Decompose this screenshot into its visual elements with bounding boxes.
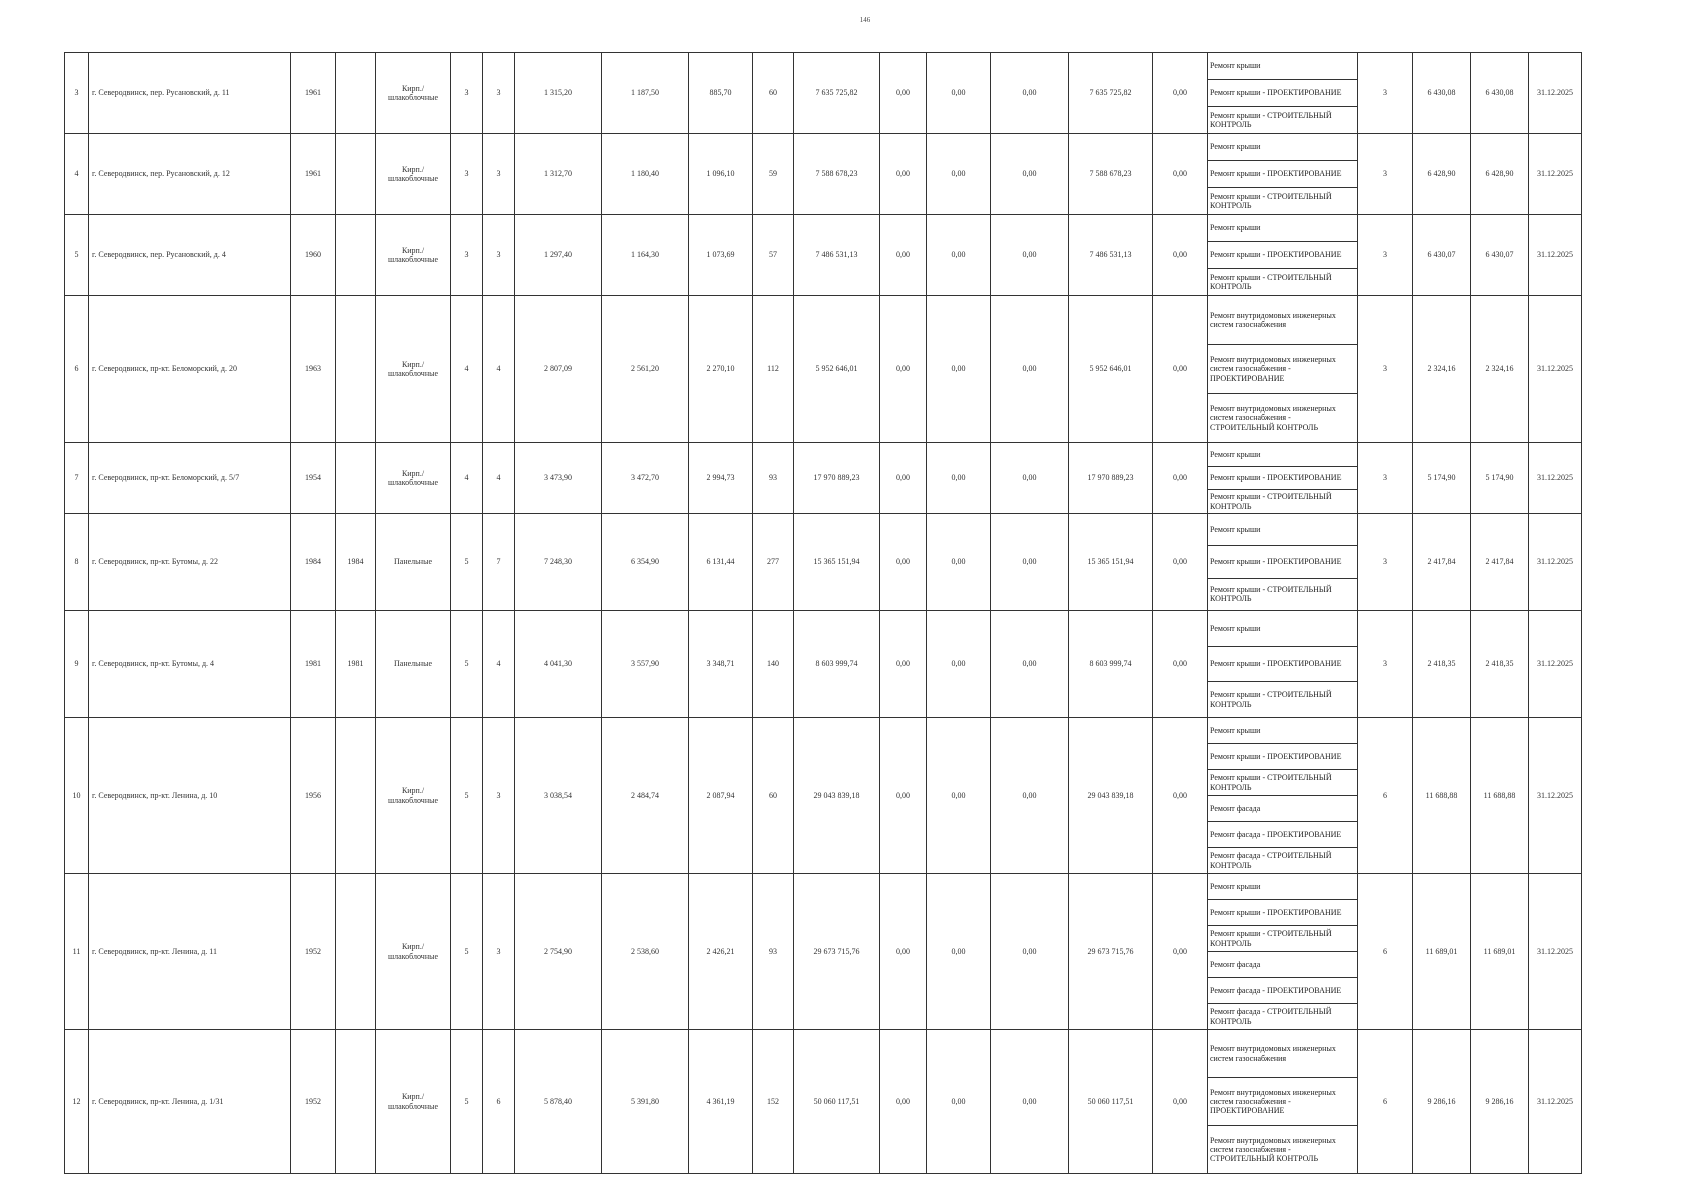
year-commissioned-cell xyxy=(336,443,376,514)
fund-local-cell: 0,00 xyxy=(991,874,1069,1030)
fund-other-cell: 0,00 xyxy=(1153,611,1208,718)
cost-limit-cell: 2 418,35 xyxy=(1471,611,1529,718)
residents-cell: 59 xyxy=(753,134,794,215)
row-number-cell: 5 xyxy=(65,215,89,296)
table-row xyxy=(65,718,1582,874)
work-item: Ремонт внутридомовых инженерных систем газоснабжения - ПРОЕКТИРОВАНИЕ xyxy=(1208,1078,1357,1126)
area-total-cell: 7 248,30 xyxy=(515,514,602,611)
work-item: Ремонт фасада xyxy=(1208,796,1357,822)
address-cell: г. Северодвинск, пр-кт. Ленина, д. 11 xyxy=(89,874,291,1030)
cost-limit-cell: 6 428,90 xyxy=(1471,134,1529,215)
deadline-cell: 31.12.2025 xyxy=(1529,1030,1582,1174)
address-cell: г. Северодвинск, пер. Русановский, д. 4 xyxy=(89,215,291,296)
floors-cell: 5 xyxy=(451,514,483,611)
entrances-cell: 4 xyxy=(483,611,515,718)
cost-total-cell: 50 060 117,51 xyxy=(794,1030,880,1174)
area-owned-cell: 1 096,10 xyxy=(689,134,753,215)
cost-total-cell: 8 603 999,74 xyxy=(794,611,880,718)
area-owned-cell: 1 073,69 xyxy=(689,215,753,296)
wall-material-cell: Кирп./ шлакоблочные xyxy=(376,215,451,296)
works-count-cell: 6 xyxy=(1358,874,1413,1030)
deadline-cell: 31.12.2025 xyxy=(1529,514,1582,611)
table-row xyxy=(65,874,1582,1030)
year-built-cell: 1981 xyxy=(291,611,336,718)
entrances-cell: 3 xyxy=(483,215,515,296)
fund-local-cell: 0,00 xyxy=(991,514,1069,611)
fund-owners-cell: 8 603 999,74 xyxy=(1069,611,1153,718)
works-cell xyxy=(1208,53,1358,134)
address-cell: г. Северодвинск, пр-кт. Ленина, д. 1/31 xyxy=(89,1030,291,1174)
address-cell: г. Северодвинск, пер. Русановский, д. 11 xyxy=(89,53,291,134)
row-number-cell: 8 xyxy=(65,514,89,611)
work-item: Ремонт крыши - ПРОЕКТИРОВАНИЕ xyxy=(1208,242,1357,269)
address-cell: г. Северодвинск, пр-кт. Ленина, д. 10 xyxy=(89,718,291,874)
cost-total-cell: 5 952 646,01 xyxy=(794,296,880,443)
works-cell xyxy=(1208,443,1358,514)
fund-regional-cell: 0,00 xyxy=(927,611,991,718)
entrances-cell: 3 xyxy=(483,53,515,134)
area-living-cell: 2 561,20 xyxy=(602,296,689,443)
year-built-cell: 1961 xyxy=(291,134,336,215)
area-living-cell: 1 164,30 xyxy=(602,215,689,296)
fund-local-cell: 0,00 xyxy=(991,296,1069,443)
work-item: Ремонт крыши xyxy=(1208,134,1357,161)
fund-local-cell: 0,00 xyxy=(991,443,1069,514)
area-owned-cell: 3 348,71 xyxy=(689,611,753,718)
entrances-cell: 7 xyxy=(483,514,515,611)
year-commissioned-cell xyxy=(336,1030,376,1174)
residents-cell: 277 xyxy=(753,514,794,611)
entrances-cell: 4 xyxy=(483,296,515,443)
works-count-cell: 3 xyxy=(1358,514,1413,611)
work-item: Ремонт крыши - ПРОЕКТИРОВАНИЕ xyxy=(1208,80,1357,107)
fund-regional-cell: 0,00 xyxy=(927,296,991,443)
floors-cell: 5 xyxy=(451,718,483,874)
deadline-cell: 31.12.2025 xyxy=(1529,443,1582,514)
cost-limit-cell: 11 689,01 xyxy=(1471,874,1529,1030)
year-built-cell: 1984 xyxy=(291,514,336,611)
registry-table xyxy=(64,52,1582,1174)
address-cell: г. Северодвинск, пр-кт. Беломорский, д. 5/7 xyxy=(89,443,291,514)
cost-limit-cell: 9 286,16 xyxy=(1471,1030,1529,1174)
work-item: Ремонт крыши xyxy=(1208,611,1357,647)
year-commissioned-cell: 1981 xyxy=(336,611,376,718)
residents-cell: 140 xyxy=(753,611,794,718)
cost-total-cell: 29 043 839,18 xyxy=(794,718,880,874)
works-cell xyxy=(1208,296,1358,443)
entrances-cell: 3 xyxy=(483,718,515,874)
area-owned-cell: 4 361,19 xyxy=(689,1030,753,1174)
deadline-cell: 31.12.2025 xyxy=(1529,215,1582,296)
fund-regional-cell: 0,00 xyxy=(927,53,991,134)
work-item: Ремонт крыши - СТРОИТЕЛЬНЫЙ КОНТРОЛЬ xyxy=(1210,585,1332,604)
fund-owners-cell: 7 588 678,23 xyxy=(1069,134,1153,215)
deadline-cell: 31.12.2025 xyxy=(1529,134,1582,215)
work-item: Ремонт крыши - ПРОЕКТИРОВАНИЕ xyxy=(1208,900,1357,926)
year-commissioned-cell xyxy=(336,215,376,296)
work-item: Ремонт крыши - СТРОИТЕЛЬНЫЙ КОНТРОЛЬ xyxy=(1208,926,1357,952)
fund-other-cell: 0,00 xyxy=(1153,514,1208,611)
cost-per-m2-cell: 5 174,90 xyxy=(1413,443,1471,514)
table-row xyxy=(65,611,1582,718)
floors-cell: 5 xyxy=(451,611,483,718)
year-built-cell: 1963 xyxy=(291,296,336,443)
work-item: Ремонт внутридомовых инженерных систем газоснабжения xyxy=(1208,1030,1357,1078)
fund-owners-cell: 50 060 117,51 xyxy=(1069,1030,1153,1174)
cost-per-m2-cell: 9 286,16 xyxy=(1413,1030,1471,1174)
cost-limit-cell: 2 417,84 xyxy=(1471,514,1529,611)
fund-other-cell: 0,00 xyxy=(1153,443,1208,514)
area-owned-cell: 6 131,44 xyxy=(689,514,753,611)
table-row xyxy=(65,296,1582,443)
cost-per-m2-cell: 2 417,84 xyxy=(1413,514,1471,611)
table-row xyxy=(65,215,1582,296)
work-item: Ремонт внутридомовых инженерных систем газоснабжения - СТРОИТЕЛЬНЫЙ КОНТРОЛЬ xyxy=(1210,1135,1336,1164)
work-item: Ремонт крыши - ПРОЕКТИРОВАНИЕ xyxy=(1208,744,1357,770)
cost-total-cell: 29 673 715,76 xyxy=(794,874,880,1030)
area-total-cell: 1 297,40 xyxy=(515,215,602,296)
fund-federal-cell: 0,00 xyxy=(880,215,927,296)
area-total-cell: 5 878,40 xyxy=(515,1030,602,1174)
fund-owners-cell: 5 952 646,01 xyxy=(1069,296,1153,443)
entrances-cell: 6 xyxy=(483,1030,515,1174)
cost-limit-cell: 2 324,16 xyxy=(1471,296,1529,443)
works-count-cell: 3 xyxy=(1358,443,1413,514)
work-item: Ремонт крыши - СТРОИТЕЛЬНЫЙ КОНТРОЛЬ xyxy=(1210,492,1332,511)
year-built-cell: 1952 xyxy=(291,874,336,1030)
fund-federal-cell: 0,00 xyxy=(880,718,927,874)
area-owned-cell: 2 270,10 xyxy=(689,296,753,443)
fund-other-cell: 0,00 xyxy=(1153,1030,1208,1174)
address-cell: г. Северодвинск, пр-кт. Бутомы, д. 22 xyxy=(89,514,291,611)
area-living-cell: 3 557,90 xyxy=(602,611,689,718)
year-commissioned-cell xyxy=(336,296,376,443)
deadline-cell: 31.12.2025 xyxy=(1529,718,1582,874)
row-number-cell: 12 xyxy=(65,1030,89,1174)
fund-other-cell: 0,00 xyxy=(1153,874,1208,1030)
table-row xyxy=(65,443,1582,514)
row-number-cell: 7 xyxy=(65,443,89,514)
floors-cell: 5 xyxy=(451,874,483,1030)
residents-cell: 60 xyxy=(753,53,794,134)
wall-material-cell: Панельные xyxy=(376,514,451,611)
floors-cell: 4 xyxy=(451,296,483,443)
works-cell xyxy=(1208,874,1358,1030)
works-cell xyxy=(1208,215,1358,296)
cost-per-m2-cell: 2 324,16 xyxy=(1413,296,1471,443)
area-owned-cell: 2 994,73 xyxy=(689,443,753,514)
row-number-cell: 10 xyxy=(65,718,89,874)
works-count-cell: 6 xyxy=(1358,718,1413,874)
area-total-cell: 1 312,70 xyxy=(515,134,602,215)
fund-regional-cell: 0,00 xyxy=(927,1030,991,1174)
works-count-cell: 3 xyxy=(1358,134,1413,215)
fund-owners-cell: 29 043 839,18 xyxy=(1069,718,1153,874)
area-total-cell: 3 038,54 xyxy=(515,718,602,874)
fund-other-cell: 0,00 xyxy=(1153,134,1208,215)
cost-per-m2-cell: 6 428,90 xyxy=(1413,134,1471,215)
work-item: Ремонт крыши - СТРОИТЕЛЬНЫЙ КОНТРОЛЬ xyxy=(1210,191,1332,210)
area-owned-cell: 885,70 xyxy=(689,53,753,134)
work-item: Ремонт внутридомовых инженерных систем газоснабжения - СТРОИТЕЛЬНЫЙ КОНТРОЛЬ xyxy=(1210,404,1336,432)
year-commissioned-cell xyxy=(336,134,376,215)
residents-cell: 93 xyxy=(753,443,794,514)
cost-per-m2-cell: 2 418,35 xyxy=(1413,611,1471,718)
table-row xyxy=(65,53,1582,134)
area-living-cell: 1 180,40 xyxy=(602,134,689,215)
fund-local-cell: 0,00 xyxy=(991,53,1069,134)
work-item: Ремонт крыши - ПРОЕКТИРОВАНИЕ xyxy=(1208,546,1357,578)
deadline-cell: 31.12.2025 xyxy=(1529,874,1582,1030)
wall-material-cell: Кирп./ шлакоблочные xyxy=(376,718,451,874)
works-count-cell: 3 xyxy=(1358,296,1413,443)
works-cell xyxy=(1208,134,1358,215)
work-item: Ремонт фасада xyxy=(1208,952,1357,978)
year-commissioned-cell: 1984 xyxy=(336,514,376,611)
area-total-cell: 4 041,30 xyxy=(515,611,602,718)
wall-material-cell: Кирп./ шлакоблочные xyxy=(376,874,451,1030)
fund-local-cell: 0,00 xyxy=(991,611,1069,718)
deadline-cell: 31.12.2025 xyxy=(1529,296,1582,443)
year-commissioned-cell xyxy=(336,718,376,874)
cost-limit-cell: 11 688,88 xyxy=(1471,718,1529,874)
works-count-cell: 3 xyxy=(1358,53,1413,134)
fund-owners-cell: 15 365 151,94 xyxy=(1069,514,1153,611)
entrances-cell: 3 xyxy=(483,134,515,215)
fund-owners-cell: 17 970 889,23 xyxy=(1069,443,1153,514)
works-cell xyxy=(1208,1030,1358,1174)
works-cell xyxy=(1208,514,1358,611)
fund-regional-cell: 0,00 xyxy=(927,874,991,1030)
residents-cell: 60 xyxy=(753,718,794,874)
address-cell: г. Северодвинск, пр-кт. Бутомы, д. 4 xyxy=(89,611,291,718)
cost-limit-cell: 6 430,08 xyxy=(1471,53,1529,134)
area-living-cell: 3 472,70 xyxy=(602,443,689,514)
fund-regional-cell: 0,00 xyxy=(927,718,991,874)
wall-material-cell: Панельные xyxy=(376,611,451,718)
table-row xyxy=(65,134,1582,215)
floors-cell: 5 xyxy=(451,1030,483,1174)
fund-local-cell: 0,00 xyxy=(991,134,1069,215)
entrances-cell: 4 xyxy=(483,443,515,514)
area-living-cell: 2 484,74 xyxy=(602,718,689,874)
area-living-cell: 2 538,60 xyxy=(602,874,689,1030)
fund-regional-cell: 0,00 xyxy=(927,134,991,215)
work-item: Ремонт крыши - СТРОИТЕЛЬНЫЙ КОНТРОЛЬ xyxy=(1210,690,1332,709)
year-built-cell: 1960 xyxy=(291,215,336,296)
wall-material-cell: Кирп./ шлакоблочные xyxy=(376,53,451,134)
row-number-cell: 3 xyxy=(65,53,89,134)
year-commissioned-cell xyxy=(336,53,376,134)
area-owned-cell: 2 426,21 xyxy=(689,874,753,1030)
works-cell xyxy=(1208,718,1358,874)
work-item: Ремонт крыши xyxy=(1208,53,1357,80)
work-item: Ремонт крыши xyxy=(1208,874,1357,900)
area-living-cell: 6 354,90 xyxy=(602,514,689,611)
fund-other-cell: 0,00 xyxy=(1153,718,1208,874)
cost-limit-cell: 5 174,90 xyxy=(1471,443,1529,514)
works-count-cell: 3 xyxy=(1358,611,1413,718)
work-item: Ремонт крыши xyxy=(1208,514,1357,546)
work-item: Ремонт фасада - СТРОИТЕЛЬНЫЙ КОНТРОЛЬ xyxy=(1210,1007,1332,1026)
work-item: Ремонт крыши - ПРОЕКТИРОВАНИЕ xyxy=(1208,161,1357,188)
year-built-cell: 1954 xyxy=(291,443,336,514)
deadline-cell: 31.12.2025 xyxy=(1529,611,1582,718)
table-row xyxy=(65,1030,1582,1174)
year-built-cell: 1961 xyxy=(291,53,336,134)
work-item: Ремонт крыши - ПРОЕКТИРОВАНИЕ xyxy=(1208,647,1357,683)
work-item: Ремонт крыши xyxy=(1208,718,1357,744)
work-item: Ремонт внутридомовых инженерных систем газоснабжения xyxy=(1208,296,1357,345)
residents-cell: 152 xyxy=(753,1030,794,1174)
work-item: Ремонт крыши - СТРОИТЕЛЬНЫЙ КОНТРОЛЬ xyxy=(1210,110,1332,129)
row-number-cell: 4 xyxy=(65,134,89,215)
work-item: Ремонт крыши - СТРОИТЕЛЬНЫЙ КОНТРОЛЬ xyxy=(1208,770,1357,796)
fund-local-cell: 0,00 xyxy=(991,718,1069,874)
cost-limit-cell: 6 430,07 xyxy=(1471,215,1529,296)
works-count-cell: 3 xyxy=(1358,215,1413,296)
fund-regional-cell: 0,00 xyxy=(927,215,991,296)
row-number-cell: 11 xyxy=(65,874,89,1030)
cost-total-cell: 7 588 678,23 xyxy=(794,134,880,215)
fund-federal-cell: 0,00 xyxy=(880,134,927,215)
fund-federal-cell: 0,00 xyxy=(880,53,927,134)
cost-per-m2-cell: 6 430,07 xyxy=(1413,215,1471,296)
fund-federal-cell: 0,00 xyxy=(880,1030,927,1174)
cost-total-cell: 7 486 531,13 xyxy=(794,215,880,296)
work-item: Ремонт внутридомовых инженерных систем газоснабжения - ПРОЕКТИРОВАНИЕ xyxy=(1208,345,1357,394)
year-built-cell: 1956 xyxy=(291,718,336,874)
deadline-cell: 31.12.2025 xyxy=(1529,53,1582,134)
fund-other-cell: 0,00 xyxy=(1153,215,1208,296)
floors-cell: 3 xyxy=(451,215,483,296)
year-built-cell: 1952 xyxy=(291,1030,336,1174)
wall-material-cell: Кирп./ шлакоблочные xyxy=(376,1030,451,1174)
works-count-cell: 6 xyxy=(1358,1030,1413,1174)
work-item: Ремонт фасада - ПРОЕКТИРОВАНИЕ xyxy=(1208,822,1357,848)
floors-cell: 4 xyxy=(451,443,483,514)
fund-regional-cell: 0,00 xyxy=(927,514,991,611)
area-total-cell: 2 807,09 xyxy=(515,296,602,443)
work-item: Ремонт крыши xyxy=(1208,443,1357,467)
entrances-cell: 3 xyxy=(483,874,515,1030)
cost-per-m2-cell: 11 688,88 xyxy=(1413,718,1471,874)
wall-material-cell: Кирп./ шлакоблочные xyxy=(376,443,451,514)
page-number: 146 xyxy=(859,16,871,24)
fund-local-cell: 0,00 xyxy=(991,215,1069,296)
year-commissioned-cell xyxy=(336,874,376,1030)
row-number-cell: 9 xyxy=(65,611,89,718)
residents-cell: 93 xyxy=(753,874,794,1030)
cost-total-cell: 7 635 725,82 xyxy=(794,53,880,134)
work-item: Ремонт фасада - СТРОИТЕЛЬНЫЙ КОНТРОЛЬ xyxy=(1210,851,1332,870)
work-item: Ремонт крыши - СТРОИТЕЛЬНЫЙ КОНТРОЛЬ xyxy=(1210,272,1332,291)
fund-local-cell: 0,00 xyxy=(991,1030,1069,1174)
fund-federal-cell: 0,00 xyxy=(880,296,927,443)
area-total-cell: 2 754,90 xyxy=(515,874,602,1030)
fund-owners-cell: 7 635 725,82 xyxy=(1069,53,1153,134)
fund-other-cell: 0,00 xyxy=(1153,53,1208,134)
work-item: Ремонт крыши - ПРОЕКТИРОВАНИЕ xyxy=(1208,467,1357,491)
table-row xyxy=(65,514,1582,611)
floors-cell: 3 xyxy=(451,134,483,215)
residents-cell: 112 xyxy=(753,296,794,443)
area-owned-cell: 2 087,94 xyxy=(689,718,753,874)
fund-other-cell: 0,00 xyxy=(1153,296,1208,443)
cost-total-cell: 17 970 889,23 xyxy=(794,443,880,514)
fund-federal-cell: 0,00 xyxy=(880,611,927,718)
cost-total-cell: 15 365 151,94 xyxy=(794,514,880,611)
address-cell: г. Северодвинск, пр-кт. Беломорский, д. 20 xyxy=(89,296,291,443)
area-total-cell: 1 315,20 xyxy=(515,53,602,134)
work-item: Ремонт фасада - ПРОЕКТИРОВАНИЕ xyxy=(1208,978,1357,1004)
address-cell: г. Северодвинск, пер. Русановский, д. 12 xyxy=(89,134,291,215)
area-living-cell: 5 391,80 xyxy=(602,1030,689,1174)
fund-owners-cell: 7 486 531,13 xyxy=(1069,215,1153,296)
cost-per-m2-cell: 11 689,01 xyxy=(1413,874,1471,1030)
floors-cell: 3 xyxy=(451,53,483,134)
fund-federal-cell: 0,00 xyxy=(880,514,927,611)
area-total-cell: 3 473,90 xyxy=(515,443,602,514)
residents-cell: 57 xyxy=(753,215,794,296)
wall-material-cell: Кирп./ шлакоблочные xyxy=(376,134,451,215)
works-cell xyxy=(1208,611,1358,718)
fund-federal-cell: 0,00 xyxy=(880,874,927,1030)
area-living-cell: 1 187,50 xyxy=(602,53,689,134)
fund-federal-cell: 0,00 xyxy=(880,443,927,514)
cost-per-m2-cell: 6 430,08 xyxy=(1413,53,1471,134)
work-item: Ремонт крыши xyxy=(1208,215,1357,242)
wall-material-cell: Кирп./ шлакоблочные xyxy=(376,296,451,443)
fund-regional-cell: 0,00 xyxy=(927,443,991,514)
fund-owners-cell: 29 673 715,76 xyxy=(1069,874,1153,1030)
row-number-cell: 6 xyxy=(65,296,89,443)
